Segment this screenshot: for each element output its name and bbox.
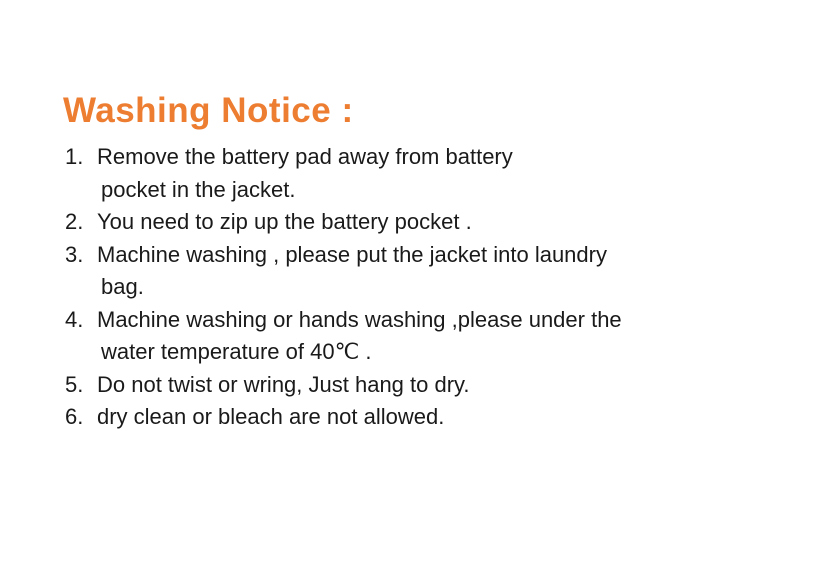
item-number: 3. — [65, 241, 84, 267]
item-line: You need to zip up the battery pocket . — [97, 209, 472, 234]
item-text — [97, 141, 765, 206]
item-text — [97, 206, 765, 239]
item-text — [97, 369, 765, 402]
notice-item-5 — [65, 369, 765, 402]
item-number: 4. — [65, 306, 84, 332]
notice-item-4 — [65, 304, 765, 369]
notice-item-1 — [65, 141, 765, 206]
notice-item-3 — [65, 239, 765, 304]
item-text — [97, 401, 765, 434]
item-line: pocket in the jacket. — [101, 176, 296, 202]
notice-list — [65, 141, 765, 434]
item-number: 5. — [65, 371, 84, 397]
item-text — [97, 239, 765, 304]
item-line: Remove the battery pad away from battery — [97, 144, 513, 169]
item-line: Machine washing or hands washing ,please under the — [97, 306, 622, 332]
item-number: 2. — [65, 209, 84, 234]
item-number: 1. — [65, 144, 84, 169]
item-number: 6. — [65, 404, 84, 429]
item-text — [97, 304, 765, 369]
item-line: Do not twist or wring, Just hang to dry. — [97, 371, 470, 397]
notice-item-2 — [65, 206, 765, 239]
item-line: bag. — [101, 274, 144, 299]
page-title: Washing Notice : — [63, 91, 354, 130]
item-line: Machine washing , please put the jacket into laundry — [97, 241, 607, 267]
notice-item-6 — [65, 401, 765, 434]
item-line: water temperature of 40℃ . — [101, 339, 372, 364]
item-line: dry clean or bleach are not allowed. — [97, 404, 445, 429]
